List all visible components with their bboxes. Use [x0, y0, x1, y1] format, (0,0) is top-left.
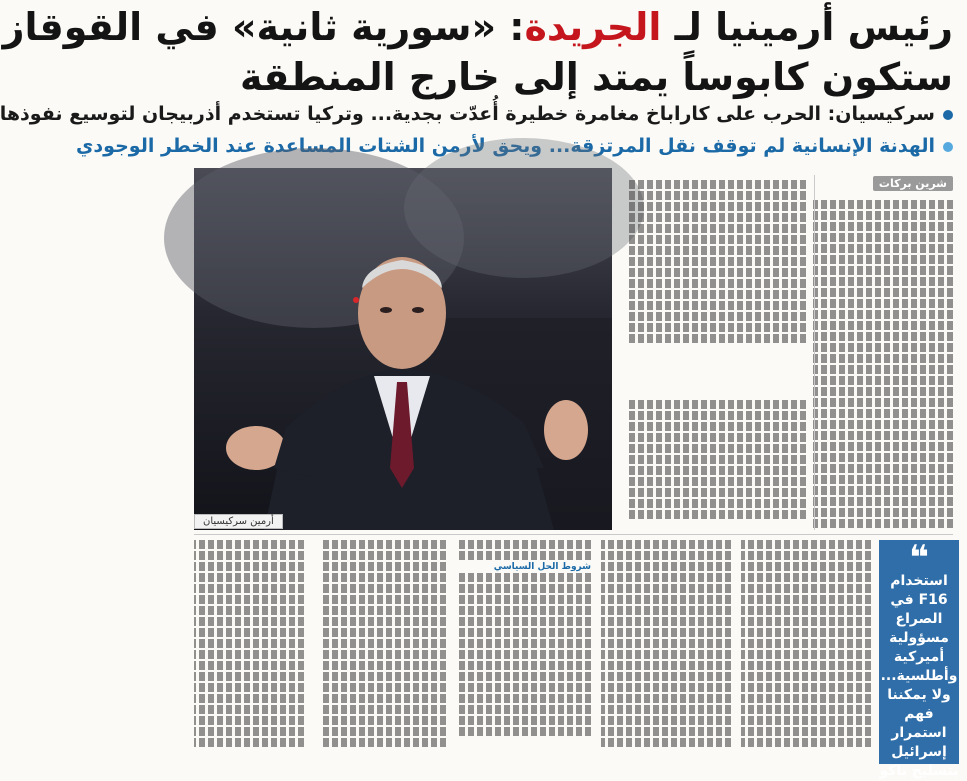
- pull-quote: [879, 538, 959, 779]
- headline-line-1: [2, 2, 953, 52]
- section-head: شروط الحل السياسي: [493, 562, 591, 572]
- article-column-1: [813, 200, 953, 530]
- subhead-1: [0, 103, 953, 125]
- quote-mark-icon: ❝: [909, 538, 929, 578]
- bullet-icon: [943, 110, 953, 120]
- article-column-6: [456, 540, 591, 755]
- paper-name: الجريدة: [524, 5, 662, 49]
- subhead-2-text: الهدنة الإنسانية لم توقف نقل المرتزقة... ويحق لأرمن الشتات المساعدة عند الخطر الوجودي: [76, 135, 935, 157]
- article-column-3: [626, 400, 806, 530]
- bullet-icon: [943, 142, 953, 152]
- article-column-4: [741, 540, 871, 755]
- article-column-7: [321, 540, 446, 755]
- photo-caption: أرمين سركيسيان: [194, 514, 283, 529]
- pull-quote-text: استخدام F16 في الصراع مسؤولية أميركية وأطلسية... ولا يمكننا فهم استمرار إسرائيل بتسليح باكو: [879, 573, 959, 779]
- subhead-1-text: سركيسيان: الحرب على كاراباخ مغامرة خطيرة أُعدّت بجدية... وتركيا تستخدم أذربيجان لتوسيع نفوذها: [0, 103, 935, 125]
- byline: شرين بركات: [873, 176, 953, 191]
- headline: [2, 2, 953, 102]
- headline-line-1-end: : «سورية ثانية» في القوقاز: [2, 5, 525, 49]
- article-column-2: [626, 180, 806, 350]
- article-column-8: [194, 540, 304, 755]
- headline-line-2: ستكون كابوساً يمتد إلى خارج المنطقة: [239, 55, 953, 99]
- speaker-photo: [194, 168, 612, 530]
- headline-line-1-start: رئيس أرمينيا لـ: [661, 5, 953, 49]
- article-column-5: [601, 540, 731, 755]
